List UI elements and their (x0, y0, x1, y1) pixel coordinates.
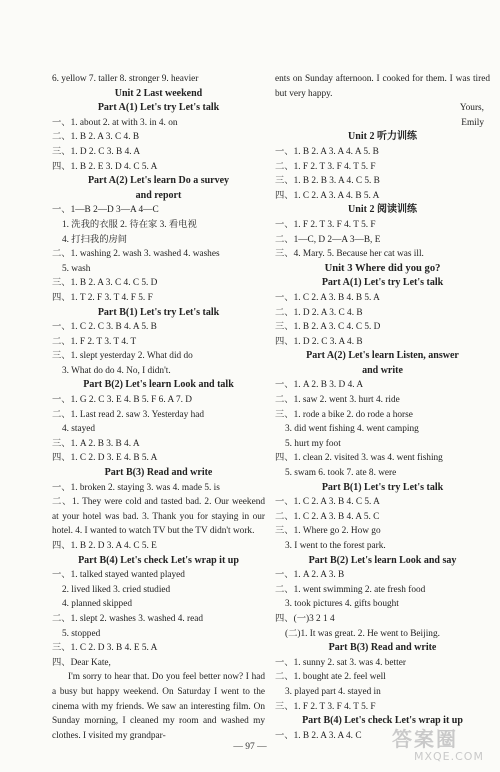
page-number: — 97 — (233, 742, 267, 752)
answer-line: 二、1. F 2. T 3. F 4. T 5. F (275, 161, 376, 172)
answer-line: 三、1. rode a bike 2. do rode a horse (275, 409, 413, 420)
answer-line: 三、1. B 2. A 3. C 4. C 5. D (52, 278, 158, 289)
section-heading: Unit 2 Last weekend (114, 87, 203, 99)
answer-line: 一、1. F 2. T 3. F 4. T 5. F (275, 219, 376, 230)
answer-line: 四、Dear Kate, (52, 657, 111, 668)
answer-line: 二、1. B 2. A 3. C 4. B (52, 132, 140, 143)
section-heading: Part B(2) Let's learn Look and talk (83, 379, 234, 391)
answer-line: 三、1. slept yesterday 2. What did do (52, 351, 193, 362)
answer-line: 5. wash (62, 263, 91, 274)
section-heading: Part B(1) Let's try Let's talk (97, 306, 220, 318)
watermark (392, 728, 488, 768)
section-heading: Unit 3 Where did you go? (324, 262, 441, 274)
answer-line: 4. stayed (62, 424, 96, 435)
answer-line: 6. yellow 7. taller 8. stronger 9. heavier (52, 74, 199, 84)
answer-line: 二、1. bought ate 2. feel well (275, 672, 386, 683)
answer-line: 5. hurt my foot (285, 438, 341, 449)
answer-line: 四、1. clean 2. visited 3. was 4. went fishing (275, 453, 443, 464)
answer-paragraph: ents on Sunday afternoon. I cooked for them. I was tired but very happy. (275, 74, 490, 99)
answer-line: 一、1. A 2. B 3. D 4. A (275, 380, 364, 391)
answer-line: 四、(一)3 2 1 4 (275, 613, 335, 624)
answer-line: 3. What do do 4. No, I didn't. (62, 365, 171, 376)
answer-line: 一、1. C 2. A 3. B 4. C 5. A (275, 497, 380, 508)
letter-paragraph: I'm sorry to hear that. Do you feel better now? I had a busy but happy weekend. On Saturday I went to the cinema with my friends. We saw an interesting film. On Sunday morning, I cleaned my room and washed my clothes. I visited my grandpar- (52, 672, 265, 741)
section-heading: and write (362, 364, 403, 376)
section-heading: Unit 2 听力训练 (348, 131, 417, 143)
letter-signoff: Yours, (459, 103, 484, 114)
answer-line: 三、4. Mary. 5. Because her cat was ill. (275, 249, 424, 260)
section-heading: Part B(3) Read and write (104, 467, 213, 479)
section-heading: Part A(2) Let's learn Do a survey (87, 175, 230, 187)
letter-signoff: Emily (461, 117, 484, 128)
watermark-url: MXQE.COM (414, 750, 484, 763)
left-column (52, 72, 265, 743)
answer-line: 四、1. C 2. A 3. A 4. B 5. A (275, 190, 380, 201)
answer-line: 一、1. about 2. at with 3. in 4. on (52, 117, 178, 128)
answer-line: 一、1. B 2. A 3. A 4. C (275, 730, 362, 741)
section-heading: Part A(1) Let's try Let's talk (97, 102, 220, 114)
answer-line: 二、1. Last read 2. saw 3. Yesterday had (52, 409, 205, 420)
answer-line: 一、1. sunny 2. sat 3. was 4. better (275, 657, 406, 668)
answer-line: 5. swam 6. took 7. ate 8. were (285, 468, 397, 479)
section-heading: Part B(4) Let's check Let's wrap it up (78, 554, 239, 566)
answer-line: 三、1. C 2. D 3. B 4. E 5. A (52, 643, 158, 654)
section-heading: Unit 2 阅读训练 (348, 204, 417, 216)
answer-line: 3. did went fishing 4. went camping (285, 424, 419, 435)
answer-line: 二、1. washing 2. wash 3. washed 4. washes (52, 249, 220, 260)
answer-line: 二、1—C, D 2—A 3—B, E (275, 234, 381, 245)
answer-line: 三、1. F 2. T 3. F 4. T 5. F (275, 701, 376, 712)
answer-line: (二)1. It was great. 2. He went to Beijing. (285, 628, 440, 639)
answer-line: 四、1. B 2. D 3. A 4. C 5. E (52, 541, 157, 551)
answer-line: 二、1. F 2. T 3. T 4. T (52, 336, 137, 347)
answer-line: 一、1. B 2. A 3. A 4. A 5. B (275, 146, 379, 157)
right-column (275, 72, 490, 743)
answer-line: 二、1. slept 2. washes 3. washed 4. read (52, 613, 204, 624)
answer-line: 4. planned skipped (62, 599, 132, 610)
answer-line: 三、1. D 2. C 3. B 4. A (52, 146, 141, 157)
answer-line: 四、1. B 2. E 3. D 4. C 5. A (52, 161, 158, 172)
section-heading: Part B(1) Let's try Let's talk (321, 481, 444, 493)
answer-line: 二、1. D 2. A 3. C 4. B (275, 307, 363, 318)
section-heading: Part B(3) Read and write (328, 642, 437, 654)
answer-line: 四、1. C 2. D 3. E 4. B 5. A (52, 453, 158, 464)
section-heading: Part B(4) Let's check Let's wrap it up (302, 715, 463, 727)
answer-line: 二、1. saw 2. went 3. hurt 4. ride (275, 395, 400, 406)
answer-line: 三、1. B 2. A 3. C 4. C 5. D (275, 322, 381, 333)
answer-line: 三、1. Where go 2. How go (275, 526, 381, 537)
section-heading: Part B(2) Let's learn Look and say (308, 554, 457, 566)
answer-line: 一、1—B 2—D 3—A 4—C (52, 205, 159, 216)
answer-line: 四、1. D 2. C 3. A 4. B (275, 336, 363, 347)
watermark-logo: 答案圈 (392, 727, 458, 751)
section-heading: Part A(2) Let's learn Listen, answer (306, 350, 459, 362)
answer-line: 3. I went to the forest park. (285, 541, 386, 551)
answer-paragraph: 二、1. They were cold and tasted bad. 2. Our weekend at your hotel was bad. 3. Thank you for staying in our hotel. 4. I wanted to watch TV but the TV didn't work. (52, 497, 265, 537)
answer-line: 三、1. B 2. B 3. A 4. C 5. B (275, 176, 380, 187)
answer-line: 一、1. talked stayed wanted played (52, 570, 185, 581)
answer-line: 三、1. A 2. B 3. B 4. A (52, 438, 140, 449)
answer-line: 4. 打扫我的房间 (62, 234, 128, 245)
answer-line: 一、1. A 2. A 3. B (275, 570, 345, 581)
answer-line: 一、1. C 2. C 3. B 4. A 5. B (52, 322, 157, 333)
answer-line: 二、1. C 2. A 3. B 4. A 5. C (275, 511, 380, 522)
answer-line: 二、1. went swimming 2. ate fresh food (275, 584, 426, 595)
answer-line: 一、1. C 2. A 3. B 4. B 5. A (275, 292, 380, 303)
answer-line: 一、1. G 2. C 3. E 4. B 5. F 6. A 7. D (52, 395, 192, 406)
section-heading: Part A(1) Let's try Let's talk (321, 277, 444, 289)
answer-line: 一、1. broken 2. staying 3. was 4. made 5. is (52, 482, 220, 493)
answer-line: 1. 洗我的衣服 2. 待在家 3. 看电视 (62, 219, 197, 230)
answer-line: 3. took pictures 4. gifts bought (285, 599, 399, 610)
answer-line: 5. stopped (62, 628, 101, 639)
section-heading: and report (135, 189, 182, 201)
answer-line: 3. played part 4. stayed in (285, 686, 381, 697)
answer-line: 四、1. T 2. F 3. T 4. F 5. F (52, 292, 153, 303)
answer-line: 2. lived liked 3. cried studied (62, 584, 171, 595)
